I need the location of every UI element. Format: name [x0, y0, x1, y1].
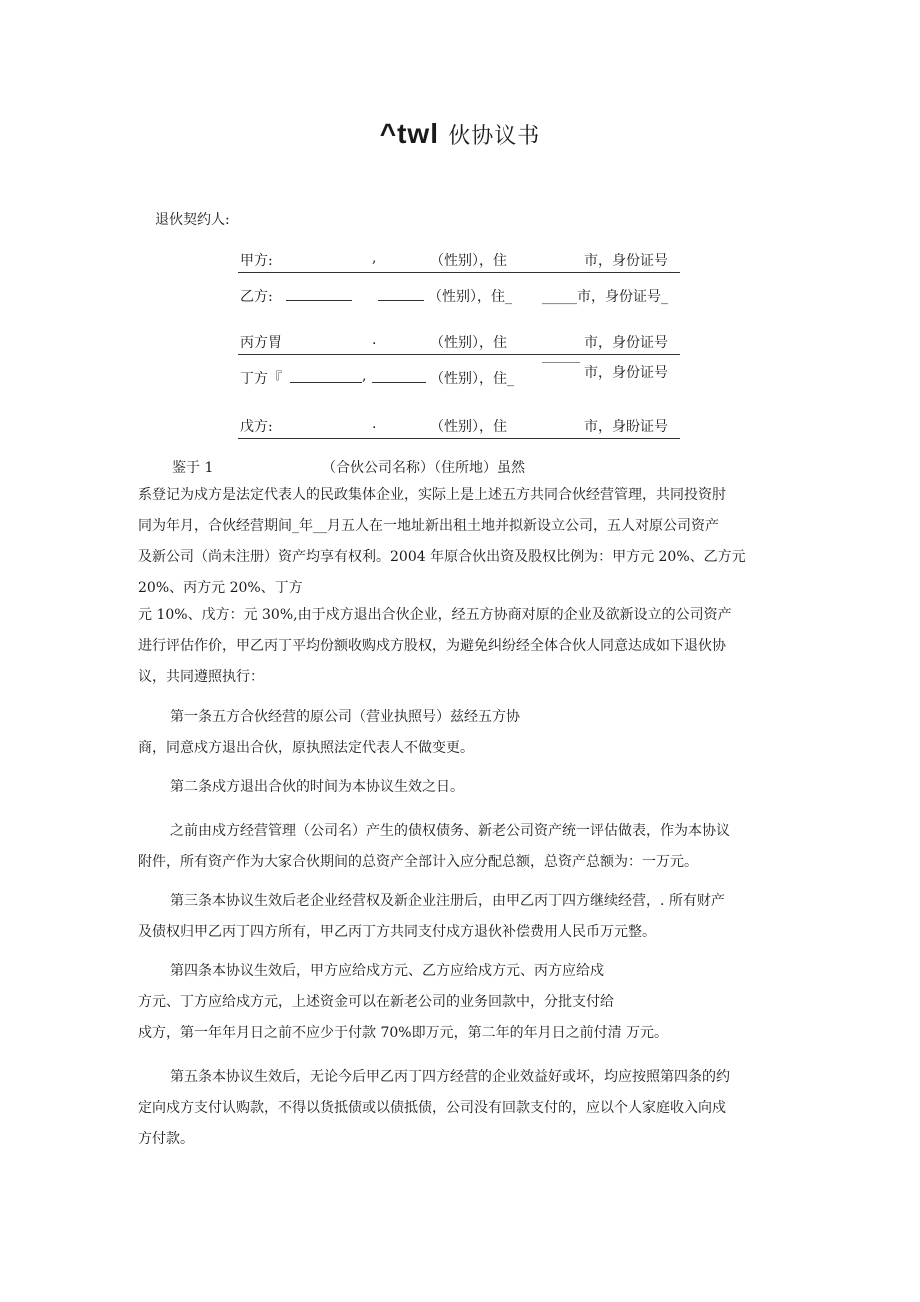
- article-4: [138, 956, 788, 1049]
- article-2: [138, 772, 788, 803]
- text-line: 第三条本协议生效后老企业经营权及新企业注册后，由甲乙丙丁四方继续经营，. 所有财产: [170, 893, 725, 909]
- article-2b: [138, 816, 788, 878]
- text-line: 方付款。: [138, 1131, 194, 1147]
- intro-paragraph: [138, 480, 788, 604]
- party-gender: （性别），住: [430, 419, 507, 435]
- party-city: 市，身份证号: [584, 365, 668, 381]
- text-line: 元 10%、戊方：元 30%,由于戍方退出合伙企业，经五方协商对原的企业及欲新设立的公司资产: [138, 607, 732, 623]
- text-line: 商，同意戍方退出合伙，原执照法定代表人不做变更。: [138, 740, 474, 756]
- parties-label: 退伙契约人:: [155, 212, 230, 228]
- text-line: 及新公司（尚未注册）资产均享有权利。2004 年原合伙出资及股权比例为：甲方元 20%、乙方元: [138, 549, 746, 565]
- party-name: 甲方:: [240, 253, 273, 269]
- article-3: [138, 886, 788, 948]
- party-gender: （性别），住: [430, 335, 507, 351]
- party-line-jia: [238, 250, 680, 273]
- party-sep: .: [372, 416, 377, 432]
- party-sep: ,: [372, 250, 377, 266]
- article-5: [138, 1062, 788, 1155]
- text-line: 之前由戍方经营管理（公司名）产生的债权债务、新老公司资产统一评估做表，作为本协议: [170, 823, 730, 839]
- document-title: [0, 118, 920, 150]
- blank-field: [372, 382, 426, 383]
- text-line: 第二条戍方退出合伙的时间为本协议生效之日。: [170, 779, 464, 795]
- party-name: 戊方:: [240, 419, 273, 435]
- party-line-bing: [238, 332, 680, 355]
- title-cjk: 伙协议书: [448, 124, 541, 149]
- text-line: 及债权归甲乙丙丁四方所有，甲乙丙丁方共同支付戍方退伙补偿费用人民币万元整。: [138, 924, 656, 940]
- text-line: 第五条本协议生效后，无论今后甲乙丙丁四方经营的企业效益好或坏，均应按照第四条的约: [170, 1069, 730, 1085]
- party-line-yi: [238, 286, 680, 308]
- intro-lead: 鉴于 1: [172, 460, 214, 476]
- party-city: 市，身盼证号: [584, 419, 668, 435]
- party-name: 丙方胃: [240, 335, 282, 351]
- party-city: _____市，身份证号_: [542, 289, 668, 305]
- blank-field: [290, 382, 362, 383]
- party-line-ding: [238, 365, 680, 390]
- blank-field: [286, 300, 352, 301]
- title-latin: ^twl: [379, 118, 439, 149]
- blank-field: [378, 300, 424, 301]
- party-name: 乙方:: [240, 289, 273, 305]
- text-line: 20%、丙方元 20%、丁方: [138, 580, 303, 596]
- party-sep: ,: [362, 368, 367, 384]
- text-line: 系登记为戍方是法定代表人的民政集体企业，实际上是上述五方共同合伙经营管理，共同投资肘: [138, 487, 726, 503]
- party-name: 丁方『: [240, 371, 282, 387]
- party-line-wu: [238, 416, 680, 439]
- text-line: 方元、丁方应给戍方元，上述资金可以在新老公司的业务回款中，分批支付给: [138, 994, 614, 1010]
- intro-lead-rest: （合伙公司名称）（住所地）虽然: [322, 460, 525, 476]
- text-line: 戍方，第一年年月日之前不应少于付款 70%即万元，第二年的年月日之前付清 万元。: [138, 1025, 669, 1041]
- text-line: 第一条五方合伙经营的原公司（营业执照号）兹经五方协: [170, 709, 520, 725]
- party-sep: .: [372, 332, 377, 348]
- text-line: 附件，所有资产作为大家合伙期间的总资产全部计入应分配总额，总资产总额为：一万元。: [138, 854, 698, 870]
- party-gender: （性别），住: [430, 253, 507, 269]
- party-city: 市，身份证号: [584, 335, 668, 351]
- intro-paragraph-cont: [138, 600, 788, 693]
- party-gender: （性别），住_: [430, 371, 514, 387]
- blank-field: [542, 362, 580, 363]
- text-line: 议，共同遵照执行：: [138, 669, 264, 685]
- party-city: 市，身份证号: [584, 253, 668, 269]
- text-line: 第四条本协议生效后，甲方应给戍方元、乙方应给戍方元、丙方应给戍: [170, 963, 604, 979]
- text-line: 进行评估作价，甲乙丙丁平均份额收购戍方股权，为避免纠纷经全体合伙人同意达成如下退伙协: [138, 638, 726, 654]
- article-1: [138, 702, 788, 764]
- text-line: 同为年月，合伙经营期间_年__月五人在一地址新出租土地并拟新设立公司，五人对原公司资产: [138, 518, 719, 534]
- party-gender: （性别），住_: [428, 289, 512, 305]
- text-line: 定向戍方支付认购款，不得以货抵债或以债抵债，公司没有回款支付的，应以个人家庭收入向戍: [138, 1100, 726, 1116]
